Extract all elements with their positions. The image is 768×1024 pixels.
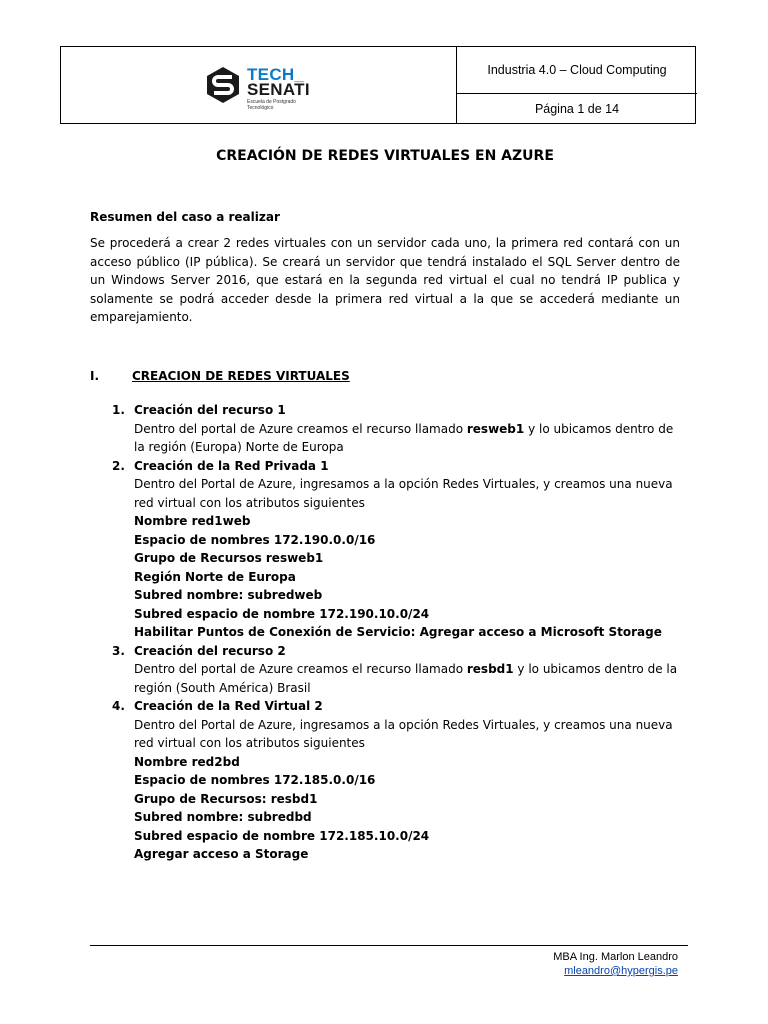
item-attr: Subred nombre: subredweb [134, 588, 323, 602]
item-attr: Región Norte de Europa [134, 569, 296, 584]
header-info [456, 47, 697, 123]
senati-s-icon [203, 65, 243, 105]
item-attr: Grupo de Recursos: resbd1 [134, 791, 318, 806]
item-attr: Agregar acceso a Storage [134, 847, 309, 861]
list-number: 3. [112, 643, 125, 658]
item-attr: Grupo de Recursos resweb1 [134, 551, 324, 565]
item-text: Dentro del Portal de Azure, ingresamos a la opción Redes Virtuales, y creamos una nueva red virtual con los atributos siguientes [134, 477, 673, 510]
page-number: Página 1 de 14 [534, 102, 620, 116]
tech-senati-logo [203, 65, 323, 109]
item-title: Creación del recurso 1 [134, 403, 286, 417]
item-attr: Nombre red2bd [134, 754, 240, 769]
list-item [90, 697, 680, 864]
item-attr: Espacio de nombres 172.185.0.0/16 [134, 773, 376, 787]
section-heading [90, 367, 680, 386]
logo-tech-text: TECH_ [247, 65, 305, 84]
page-title: CREACIÓN DE REDES VIRTUALES EN AZURE [216, 148, 554, 164]
item-text: Dentro del Portal de Azure, ingresamos a la opción Redes Virtuales, y creamos una nueva red virtual con los atributos siguientes [134, 717, 673, 750]
item-attr: Subred espacio de nombre 172.185.10.0/24 [134, 828, 430, 843]
summary-heading: Resumen del caso a realizar [90, 209, 280, 224]
item-attr: Espacio de nombres 172.190.0.0/16 [134, 532, 376, 547]
logo-subtitle: Escuela de Postgrado Tecnológico [247, 99, 296, 111]
document-body [90, 140, 680, 864]
list-number: 4. [112, 699, 125, 713]
footer-email-link[interactable]: mleandro@hypergis.pe [564, 965, 678, 977]
item-attr: Subred espacio de nombre 172.190.10.0/24 [134, 606, 430, 621]
list-number: 1. [112, 403, 125, 417]
course-name: Industria 4.0 – Cloud Computing [457, 47, 697, 94]
footer [553, 950, 678, 978]
document-header [60, 46, 696, 124]
section-number: I. [90, 368, 100, 383]
footer-divider [90, 945, 688, 946]
item-title: Creación de la Red Virtual 2 [134, 699, 323, 713]
item-attr: Habilitar Puntos de Conexión de Servicio: Agregar acceso a Microsoft Storage [134, 625, 662, 639]
logo-senati-text: SENATI [247, 80, 310, 99]
item-title: Creación de la Red Privada 1 [134, 458, 329, 473]
item-attr: Subred nombre: subredbd [134, 810, 312, 824]
item-text: Dentro del portal de Azure creamos el recurso llamado resweb1 y lo ubicamos dentro de la región (Europa) Norte de Europa [134, 421, 674, 454]
section-title: CREACION DE REDES VIRTUALES [132, 368, 350, 383]
list-item [90, 457, 680, 642]
item-title: Creación del recurso 2 [134, 643, 286, 658]
list-number: 2. [112, 458, 125, 473]
list-item [90, 401, 680, 457]
summary-text: Se procederá a crear 2 redes virtuales con un servidor cada uno, la primera red contará con un acceso público (IP pública). Se creará un servidor que tendrá instalado el SQL Server dentro de un Windows Server 2016, que estará en la segunda red virtual el cual no tendrá IP publica y solamente se podrá acceder desde la primera red virtual a la que se accederá mediante un emparejamiento. [90, 236, 680, 324]
footer-author: MBA Ing. Marlon Leandro [553, 951, 678, 963]
item-text: Dentro del portal de Azure creamos el recurso llamado resbd1 y lo ubicamos dentro de la región (South América) Brasil [134, 662, 678, 695]
item-attr: Nombre red1web [134, 514, 251, 528]
steps-list [90, 401, 680, 864]
list-item [90, 642, 680, 698]
